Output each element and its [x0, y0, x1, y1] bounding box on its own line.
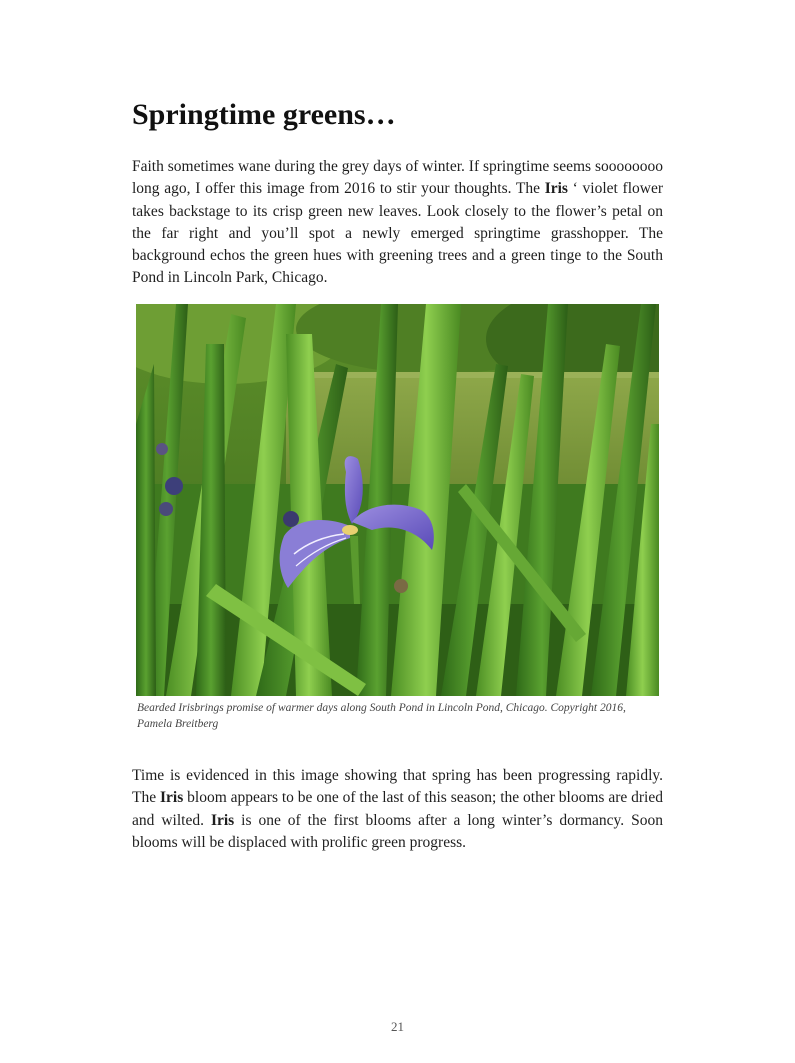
- second-text-2: bloom appears to be one of the last of this season; the other blooms are dried and wilted.: [132, 789, 663, 829]
- second-text-3: is one of the first blooms after a long winter’s dormancy. Soon blooms will be displaced with prolific green progress.: [132, 811, 664, 851]
- iris-term: Iris: [210, 811, 235, 829]
- second-text-1: Time is evidenced in this image showing that spring has been progressing rapidly. The: [132, 767, 663, 807]
- iris-term: Iris: [160, 789, 184, 807]
- iris-photo: [136, 304, 659, 696]
- intro-text-1: Faith sometimes wane during the grey days of winter. If springtime seems soooooooo long ago, I offer this image from 2016 to stir your thoughts. The: [132, 158, 663, 198]
- intro-paragraph: [132, 156, 663, 290]
- intro-text-2: ‘ violet flower takes backstage to its crisp green new leaves. Look closely to the flower’s petal on the far right and you’ll spot a newly emerged springtime grasshopper. The background echos the green hues with greening trees and a green tinge to the South Pond in Lincoln Park, Chicago.: [132, 180, 663, 287]
- photo-caption: Bearded Irisbrings promise of warmer days along South Pond in Lincoln Pond, Chicago. Copyright 2016, Pamela Breitberg: [137, 702, 626, 730]
- page-title: Springtime greens…: [132, 98, 396, 131]
- second-paragraph: [132, 765, 663, 854]
- iris-term: Iris: [544, 180, 568, 198]
- page-number: 21: [391, 1019, 404, 1034]
